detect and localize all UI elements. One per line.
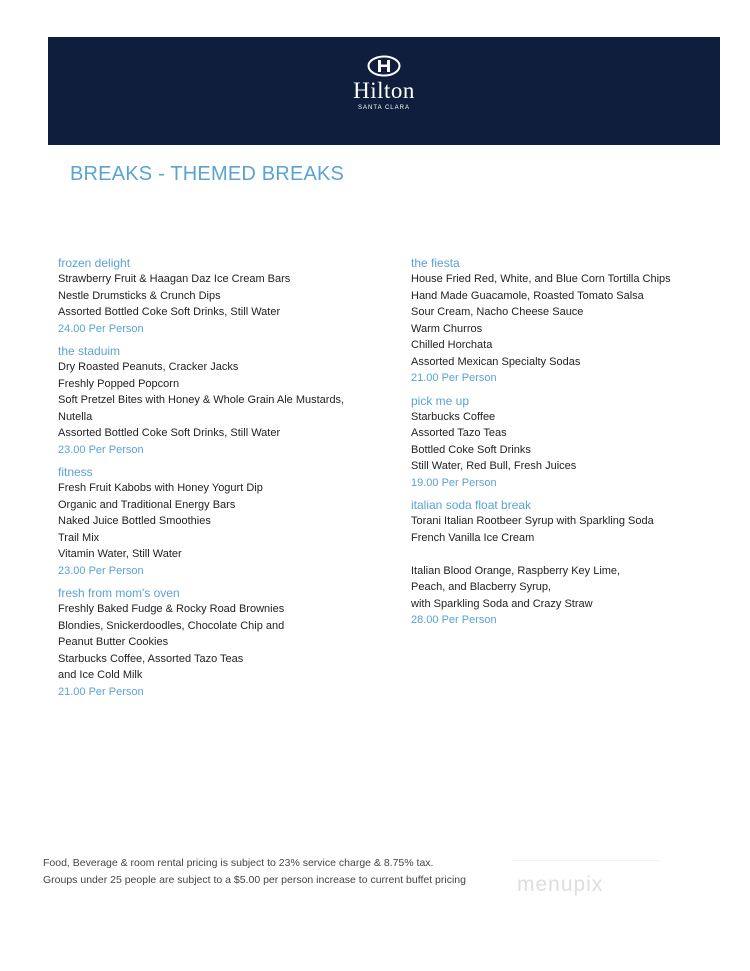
header-banner [48, 37, 720, 145]
hilton-h-emblem-icon [367, 55, 401, 77]
menu-item: Assorted Tazo Teas [411, 427, 507, 439]
menu-item: House Fried Red, White, and Blue Corn Tortilla Chips [411, 273, 671, 285]
logo-name: Hilton [353, 78, 415, 103]
menu-item: Strawberry Fruit & Haagan Daz Ice Cream Bars [58, 273, 291, 285]
section-title: the fiesta [411, 256, 460, 270]
menu-section [411, 393, 701, 492]
menu-item [411, 546, 701, 563]
section-title: the staduim [58, 344, 121, 358]
footer-tax-note: Food, Beverage & room rental pricing is subject to 23% service charge & 8.75% tax. [43, 857, 434, 869]
menu-item: Peach, and Blacberry Syrup, [411, 581, 552, 593]
section-price: 21.00 Per Person [58, 685, 144, 698]
menu-item: Dry Roasted Peanuts, Cracker Jacks [58, 361, 239, 373]
footer-group-note: Groups under 25 people are subject to a $5.00 per person increase to current buffet pricing [43, 874, 466, 886]
section-price: 23.00 Per Person [58, 443, 144, 456]
section-title: pick me up [411, 393, 470, 408]
menu-section [58, 464, 358, 579]
menu-item: Starbucks Coffee [411, 410, 496, 423]
menu-item: Freshly Baked Fudge & Rocky Road Brownies [58, 603, 285, 615]
watermark-rule [512, 860, 660, 861]
menu-section [58, 255, 358, 337]
section-title: fitness [58, 465, 93, 479]
menu-item: with Sparkling Soda and Crazy Straw [411, 597, 593, 610]
menu-item: Freshly Popped Popcorn [58, 377, 180, 390]
menu-item: Chilled Horchata [411, 339, 493, 351]
footer-notes [43, 855, 503, 889]
menu-section [58, 343, 358, 458]
menu-item: Peanut Butter Cookies [58, 636, 169, 648]
section-price: 21.00 Per Person [411, 372, 497, 384]
menu-section [58, 585, 358, 700]
section-title: italian soda float break [411, 498, 532, 512]
menu-item: Torani Italian Rootbeer Syrup with Sparkling Soda [411, 515, 654, 527]
menu-item: Still Water, Red Bull, Fresh Juices [411, 460, 577, 472]
section-price: 19.00 Per Person [411, 476, 497, 489]
section-title: fresh from mom's oven [58, 586, 180, 600]
menu-item: Starbucks Coffee, Assorted Tazo Teas [58, 652, 244, 665]
section-price: 28.00 Per Person [411, 614, 497, 626]
menu-item: Blondies, Snickerdoodles, Chocolate Chip and [58, 619, 285, 632]
menu-item: Vitamin Water, Still Water [58, 548, 182, 560]
menu-section [411, 497, 701, 629]
menupix-watermark: menupix [517, 873, 604, 896]
menu-item: Organic and Traditional Energy Bars [58, 498, 236, 511]
hilton-logo [48, 55, 720, 112]
menu-item: French Vanilla Ice Cream [411, 531, 535, 544]
menu-item: Nestle Drumsticks & Crunch Dips [58, 289, 221, 302]
logo-location: SANTA CLARA [358, 105, 410, 111]
section-price: 23.00 Per Person [58, 564, 144, 577]
menu-item: and Ice Cold Milk [58, 669, 143, 681]
menu-item: Assorted Mexican Specialty Sodas [411, 355, 581, 368]
menu-item: Trail Mix [58, 531, 100, 544]
menu-item: Assorted Bottled Coke Soft Drinks, Still Water [58, 306, 281, 318]
left-menu-column [58, 255, 358, 706]
menu-item: Fresh Fruit Kabobs with Honey Yogurt Dip [58, 482, 263, 494]
menu-item: Naked Juice Bottled Smoothies [58, 515, 211, 527]
menu-item: Soft Pretzel Bites with Honey & Whole Grain Ale Mustards, [58, 394, 345, 406]
menu-section [411, 255, 701, 387]
menu-item: Hand Made Guacamole, Roasted Tomato Salsa [411, 289, 644, 302]
menu-item: Warm Churros [411, 322, 483, 335]
menu-item: Nutella [58, 410, 93, 423]
section-price: 24.00 Per Person [58, 322, 144, 335]
menu-item: Sour Cream, Nacho Cheese Sauce [411, 306, 584, 318]
menu-item: Italian Blood Orange, Raspberry Key Lime, [411, 564, 621, 577]
right-menu-column [411, 255, 701, 635]
menu-item: Assorted Bottled Coke Soft Drinks, Still Water [58, 427, 281, 439]
section-title: frozen delight [58, 256, 131, 270]
menu-item: Bottled Coke Soft Drinks [411, 443, 531, 456]
page-title: BREAKS - THEMED BREAKS [70, 163, 345, 185]
